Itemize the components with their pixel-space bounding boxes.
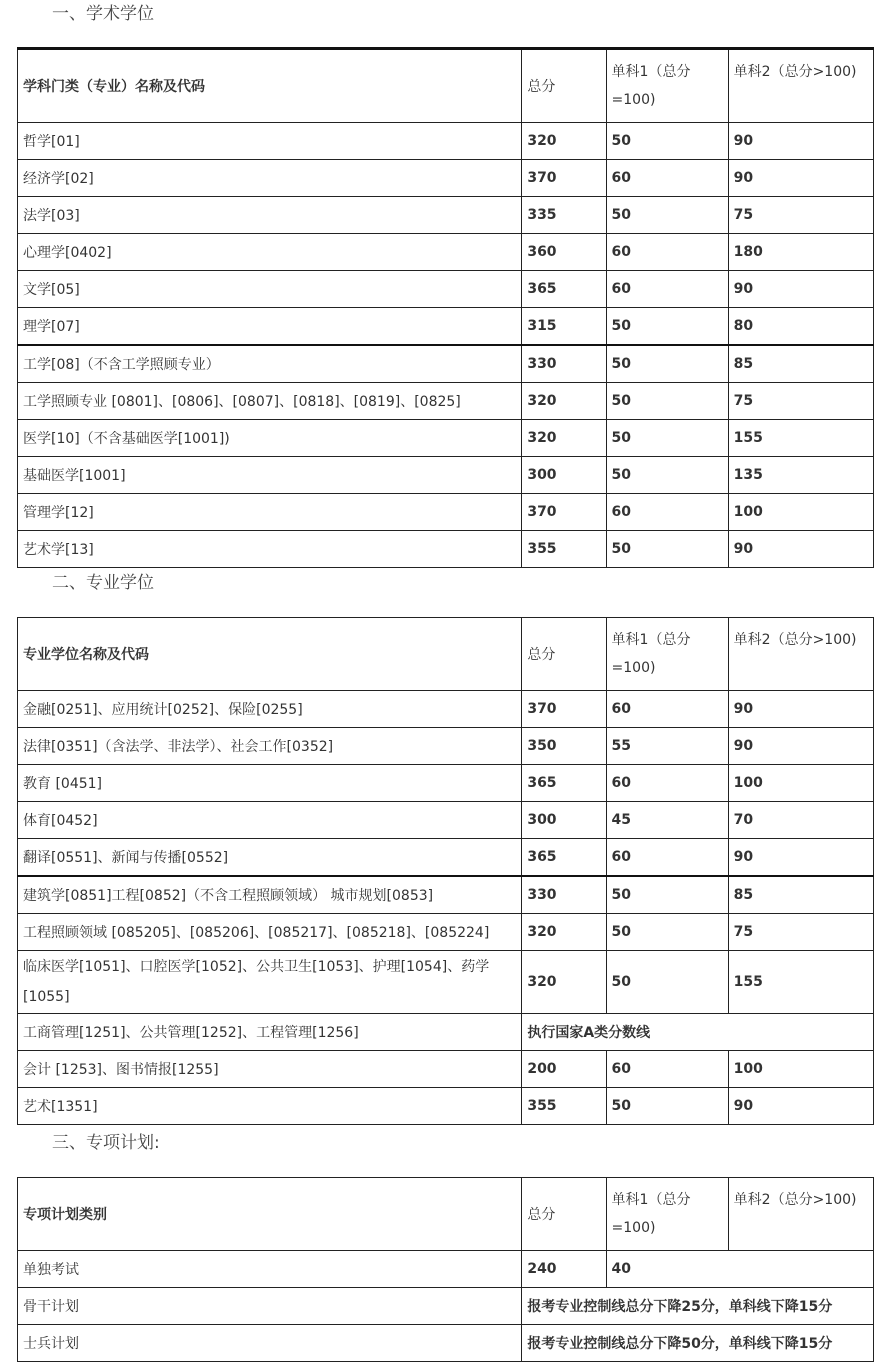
table-header xyxy=(18,1178,874,1251)
table-row: 哲学[01] 320 50 90 xyxy=(18,123,874,160)
header-name: 专项计划类别 xyxy=(18,1178,522,1251)
header-single2: 单科2（总分>100) xyxy=(728,1178,873,1251)
table-row: 艺术学[13] 355 50 90 xyxy=(18,531,874,568)
table-row: 医学[10]（不含基础医学[1001]) 320 50 155 xyxy=(18,420,874,457)
table-row: 工程照顾领域 [085205]、[085206]、[085217]、[085218]、[085224] 320 50 75 xyxy=(18,914,874,951)
table-row: 基础医学[1001] 300 50 135 xyxy=(18,457,874,494)
table-row: 体育[0452] 300 45 70 xyxy=(18,802,874,839)
table-row: 金融[0251]、应用统计[0252]、保险[0255] 370 60 90 xyxy=(18,691,874,728)
table-row: 临床医学[1051]、口腔医学[1052]、公共卫生[1053]、护理[1054]、药学[1055] 320 50 155 xyxy=(18,951,874,1014)
table-row: 建筑学[0851]工程[0852]（不含工程照顾领域） 城市规划[0853] 330 50 85 xyxy=(18,876,874,914)
table-row: 法学[03] 335 50 75 xyxy=(18,197,874,234)
header-single2: 单科2（总分>100) xyxy=(728,49,873,123)
header-single2: 单科2（总分>100) xyxy=(728,618,873,691)
table-row: 工商管理[1251]、公共管理[1252]、工程管理[1256] 执行国家A类分数线 xyxy=(18,1014,874,1051)
table-row: 文学[05] 365 60 90 xyxy=(18,271,874,308)
header-single1: 单科1（总分=100) xyxy=(606,618,728,691)
table-row: 会计 [1253]、图书情报[1255] 200 60 100 xyxy=(18,1051,874,1088)
table-row: 骨干计划 报考专业控制线总分下降25分，单科线下降15分 xyxy=(18,1288,874,1325)
academic-degree-table xyxy=(17,47,874,568)
header-total: 总分 xyxy=(522,618,606,691)
table-header xyxy=(18,49,874,123)
table-row: 管理学[12] 370 60 100 xyxy=(18,494,874,531)
section-title-professional: 二、专业学位 xyxy=(52,573,154,593)
header-single1: 单科1（总分=100) xyxy=(606,1178,728,1251)
table-row: 教育 [0451] 365 60 100 xyxy=(18,765,874,802)
table-row: 心理学[0402] 360 60 180 xyxy=(18,234,874,271)
header-single1: 单科1（总分=100) xyxy=(606,49,728,123)
section-title-special: 三、专项计划: xyxy=(52,1133,160,1153)
table-row: 经济学[02] 370 60 90 xyxy=(18,160,874,197)
special-plan-table xyxy=(17,1177,874,1362)
table-row: 理学[07] 315 50 80 xyxy=(18,308,874,346)
header-name: 学科门类（专业）名称及代码 xyxy=(18,49,522,123)
table-row: 单独考试 240 40 xyxy=(18,1251,874,1288)
table-row: 工学照顾专业 [0801]、[0806]、[0807]、[0818]、[0819]、[0825] 320 50 75 xyxy=(18,383,874,420)
header-total: 总分 xyxy=(522,49,606,123)
table-row: 法律[0351]（含法学、非法学）、社会工作[0352] 350 55 90 xyxy=(18,728,874,765)
section-title-academic: 一、学术学位 xyxy=(52,4,154,24)
table-row: 工学[08]（不含工学照顾专业） 330 50 85 xyxy=(18,345,874,383)
table-row: 士兵计划 报考专业控制线总分下降50分，单科线下降15分 xyxy=(18,1325,874,1362)
table-row: 艺术[1351] 355 50 90 xyxy=(18,1088,874,1125)
header-name: 专业学位名称及代码 xyxy=(18,618,522,691)
professional-degree-table xyxy=(17,617,874,1125)
table-row: 翻译[0551]、新闻与传播[0552] 365 60 90 xyxy=(18,839,874,877)
header-total: 总分 xyxy=(522,1178,606,1251)
table-header xyxy=(18,618,874,691)
